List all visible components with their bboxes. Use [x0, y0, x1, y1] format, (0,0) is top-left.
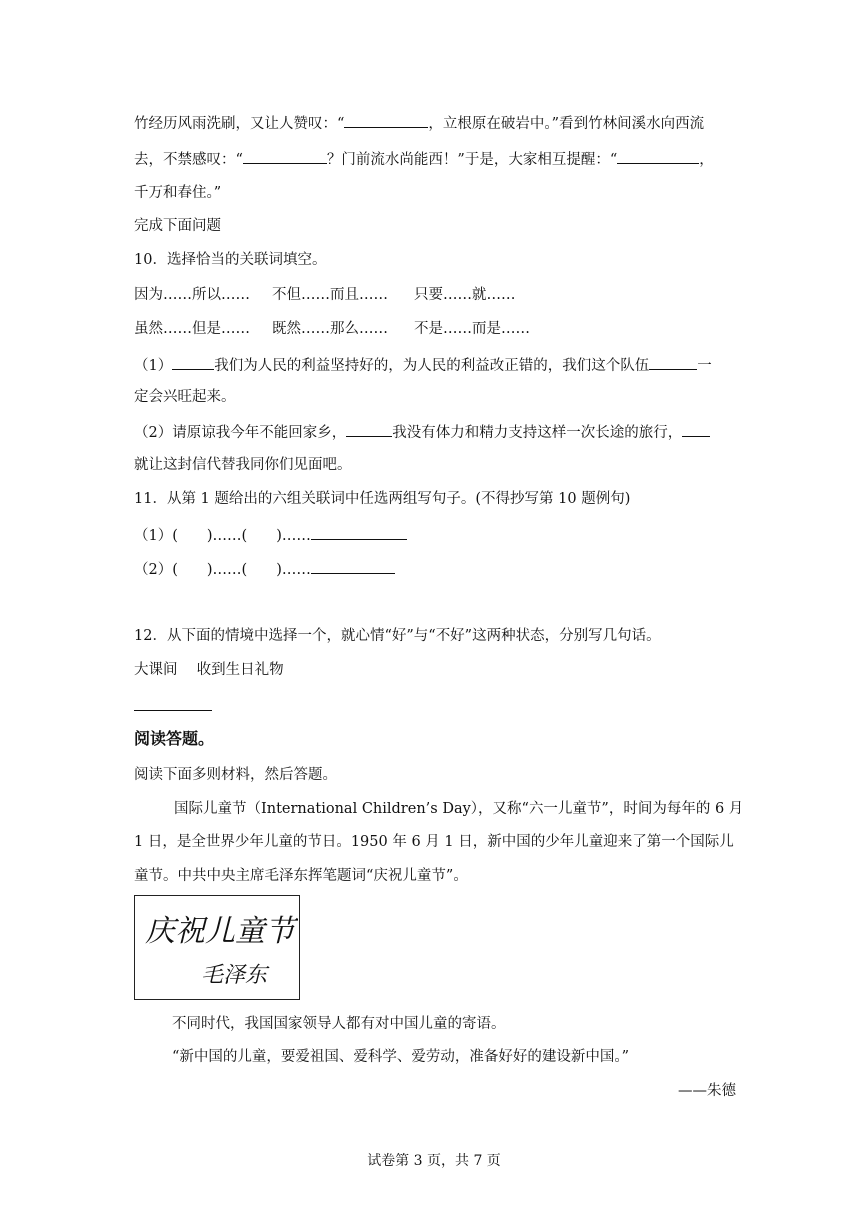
quote-author: ——朱德 — [678, 1083, 736, 1099]
reading-p2: 不同时代，我国国家领导人都有对中国儿童的寄语。 — [172, 1016, 506, 1032]
paragraph-line-1: 竹经历风雨洗刷，又让人赞叹：“ ，立根原在破岩中。”看到竹林间溪水向西流 — [134, 112, 704, 134]
paragraph-line-3: 千万和春住。” — [134, 185, 222, 201]
calligraphy-title: 庆祝儿童节 — [145, 914, 295, 949]
calligraphy-image — [134, 895, 300, 1000]
page-footer: 试卷第 3 页，共 7 页 — [367, 1153, 501, 1169]
reading-p1-line-2: 1 日，是全世界少年儿童的节日。1950 年 6 月 1 日，新中国的少年儿童迎来了第一个国际儿 — [134, 834, 734, 850]
q10-options-row-1: 因为……所以…… 不但……而且…… 只要……就…… — [134, 287, 516, 303]
answer-blank-9[interactable] — [311, 558, 395, 574]
q12-title: 12．从下面的情境中选择一个，就心情“好”与“不好”这两种状态，分别写几句话。 — [134, 628, 661, 644]
answer-blank-4[interactable] — [172, 354, 214, 370]
q10-title: 10．选择恰当的关联词填空。 — [134, 252, 327, 268]
answer-blank-3[interactable] — [617, 148, 699, 164]
q10-sentence-1: （1） 我们为人民的利益坚持好的，为人民的利益改正错的，我们这个队伍 一 — [134, 354, 712, 376]
instruction: 完成下面问题 — [134, 218, 221, 234]
q11-line-1: （1）( )……( )…… — [134, 524, 407, 546]
calligraphy-signature: 毛泽东 — [201, 963, 268, 988]
reading-intro: 阅读下面多则材料，然后答题。 — [134, 767, 337, 783]
reading-quote: “新中国的儿童，要爱祖国、爱科学、爱劳动，准备好好的建设新中国。” — [172, 1049, 630, 1065]
q10-sentence-2: （2）请原谅我今年不能回家乡， 我没有体力和精力支持这样一次长途的旅行， — [134, 421, 710, 443]
q12-options: 大课间 收到生日礼物 — [134, 662, 284, 678]
calligraphy-drawing — [135, 896, 298, 998]
answer-blank-1[interactable] — [344, 112, 428, 128]
reading-p1-line-1: 国际儿童节（International Children’s Day），又称“六一儿童节”，时间为每年的 6 月 — [174, 801, 744, 817]
q10-sentence-2-cont: 就让这封信代替我同你们见面吧。 — [134, 457, 352, 473]
answer-blank-5[interactable] — [649, 354, 697, 370]
section-divider — [134, 710, 212, 711]
q11-line-2: （2）( )……( )…… — [134, 558, 395, 580]
reading-p1-line-3: 童节。中共中央主席毛泽东挥笔题词“庆祝儿童节”。 — [134, 868, 468, 884]
answer-blank-7[interactable] — [682, 421, 710, 437]
answer-blank-8[interactable] — [311, 524, 407, 540]
q11-title: 11．从第 1 题给出的六组关联词中任选两组写句子。(不得抄写第 10 题例句) — [134, 491, 631, 507]
answer-blank-2[interactable] — [243, 148, 327, 164]
answer-blank-6[interactable] — [346, 421, 392, 437]
section-heading: 阅读答题。 — [134, 729, 215, 748]
paragraph-line-2: 去，不禁感叹：“ ？门前流水尚能西！”于是，大家相互提醒：“ ， — [134, 148, 714, 170]
q10-options-row-2: 虽然……但是…… 既然……那么…… 不是……而是…… — [134, 321, 530, 337]
q10-sentence-1-cont: 定会兴旺起来。 — [134, 389, 236, 405]
